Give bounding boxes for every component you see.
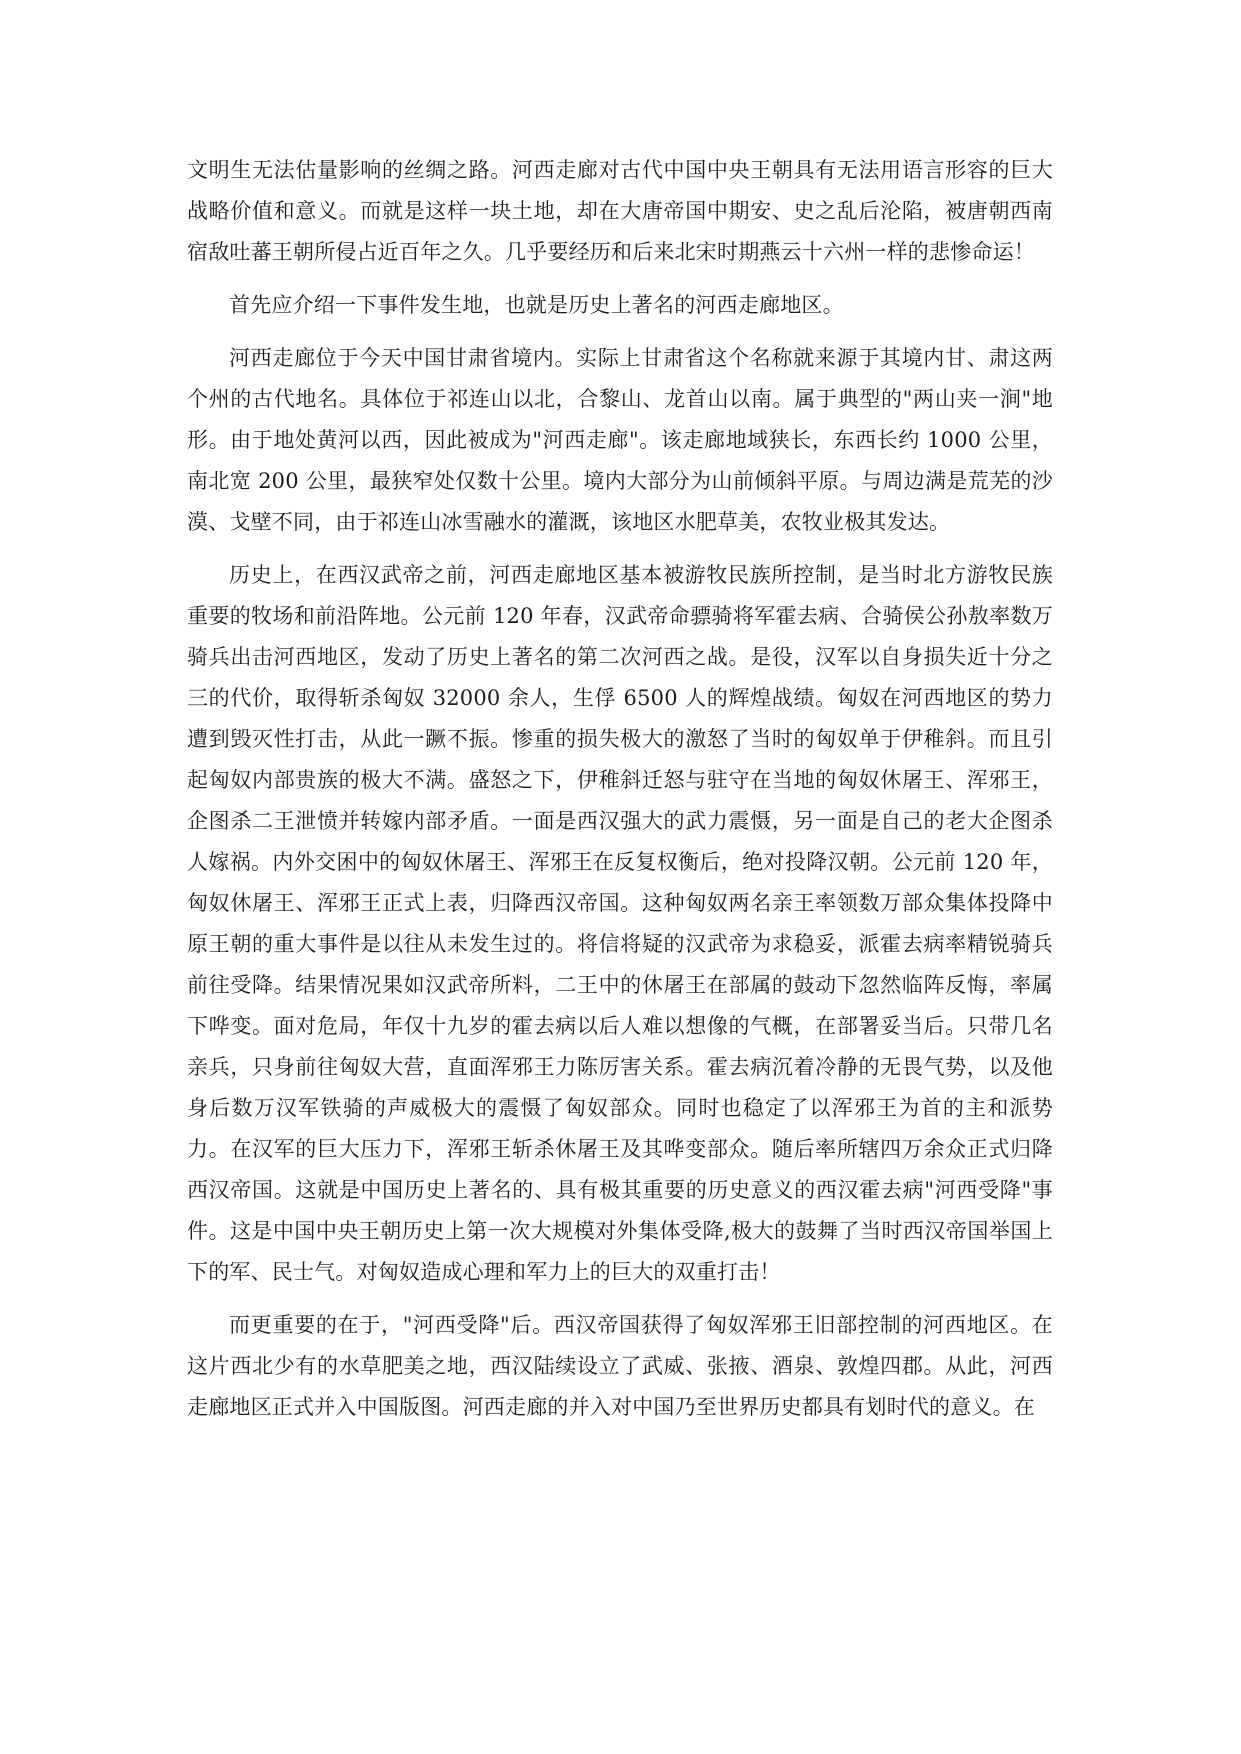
paragraph-4: 历史上，在西汉武帝之前，河西走廊地区基本被游牧民族所控制，是当时北方游牧民族重要的牧场和前沿阵地。公元前 120 年春，汉武帝命骠骑将军霍去病、合骑侯公孙敖率数万骑兵出击河西地区，发动了历史上著名的第二次河西之战。是役，汉军以自身损失近十分之三的代价，取得斩杀匈奴 32000 余人，生俘 6500 人的辉煌战绩。匈奴在河西地区的势力遭到毁灭性打击，从此一蹶不振。惨重的损失极大的激怒了当时的匈奴单于伊稚斜。而且引起匈奴内部贵族的极大不满。盛怒之下，伊稚斜迁怒与驻守在当地的匈奴休屠王、浑邪王，企图杀二王泄愤并转嫁内部矛盾。一面是西汉强大的武力震慑，另一面是自己的老大企图杀人嫁祸。内外交困中的匈奴休屠王、浑邪王在反复权衡后，绝对投降汉朝。公元前 120 年，匈奴休屠王、浑邪王正式上表，归降西汉帝国。这种匈奴两名亲王率领数万部众集体投降中原王朝的重大事件是以往从未发生过的。将信将疑的汉武帝为求稳妥，派霍去病率精锐骑兵前往受降。结果情况果如汉武帝所料，二王中的休屠王在部属的鼓动下忽然临阵反悔，率属下哗变。面对危局，年仅十九岁的霍去病以后人难以想像的气概，在部署妥当后。只带几名亲兵，只身前往匈奴大营，直面浑邪王力陈厉害关系。霍去病沉着冷静的无畏气势，以及他身后数万汉军铁骑的声威极大的震慑了匈奴部众。同时也稳定了以浑邪王为首的主和派势力。在汉军的巨大压力下，浑邪王斩杀休屠王及其哗变部众。随后率所辖四万余众正式归降西汉帝国。这就是中国历史上著名的、具有极其重要的历史意义的西汉霍去病"河西受降"事件。这是中国中央王朝历史上第一次大规模对外集体受降,极大的鼓舞了当时西汉帝国举国上下的军、民士气。对匈奴造成心理和军力上的巨大的双重打击！ <box>187 563 1053 1284</box>
paragraph-1: 文明生无法估量影响的丝绸之路。河西走廊对古代中国中央王朝具有无法用语言形容的巨大战略价值和意义。而就是这样一块土地，却在大唐帝国中期安、史之乱后沦陷，被唐朝西南宿敌吐蕃王朝所侵占近百年之久。几乎要经历和后来北宋时期燕云十六州一样的悲惨命运！ <box>187 158 1053 264</box>
document-body <box>187 150 1053 1440</box>
paragraph-3: 河西走廊位于今天中国甘肃省境内。实际上甘肃省这个名称就来源于其境内甘、肃这两个州的古代地名。具体位于祁连山以北，合黎山、龙首山以南。属于典型的"两山夹一涧"地形。由于地处黄河以西，因此被成为"河西走廊"。该走廊地域狭长，东西长约 1000 公里，南北宽 200 公里，最狭窄处仅数十公里。境内大部分为山前倾斜平原。与周边满是荒芜的沙漠、戈壁不同，由于祁连山冰雪融水的灌溉，该地区水肥草美，农牧业极其发达。 <box>187 346 1053 534</box>
paragraph-2: 首先应介绍一下事件发生地，也就是历史上著名的河西走廊地区。 <box>229 293 844 317</box>
paragraph-5: 而更重要的在于，"河西受降"后。西汉帝国获得了匈奴浑邪王旧部控制的河西地区。在这片西北少有的水草肥美之地，西汉陆续设立了武威、张掖、酒泉、敦煌四郡。从此，河西走廊地区正式并入中国版图。河西走廊的并入对中国乃至世界历史都具有划时代的意义。在 <box>187 1313 1053 1419</box>
